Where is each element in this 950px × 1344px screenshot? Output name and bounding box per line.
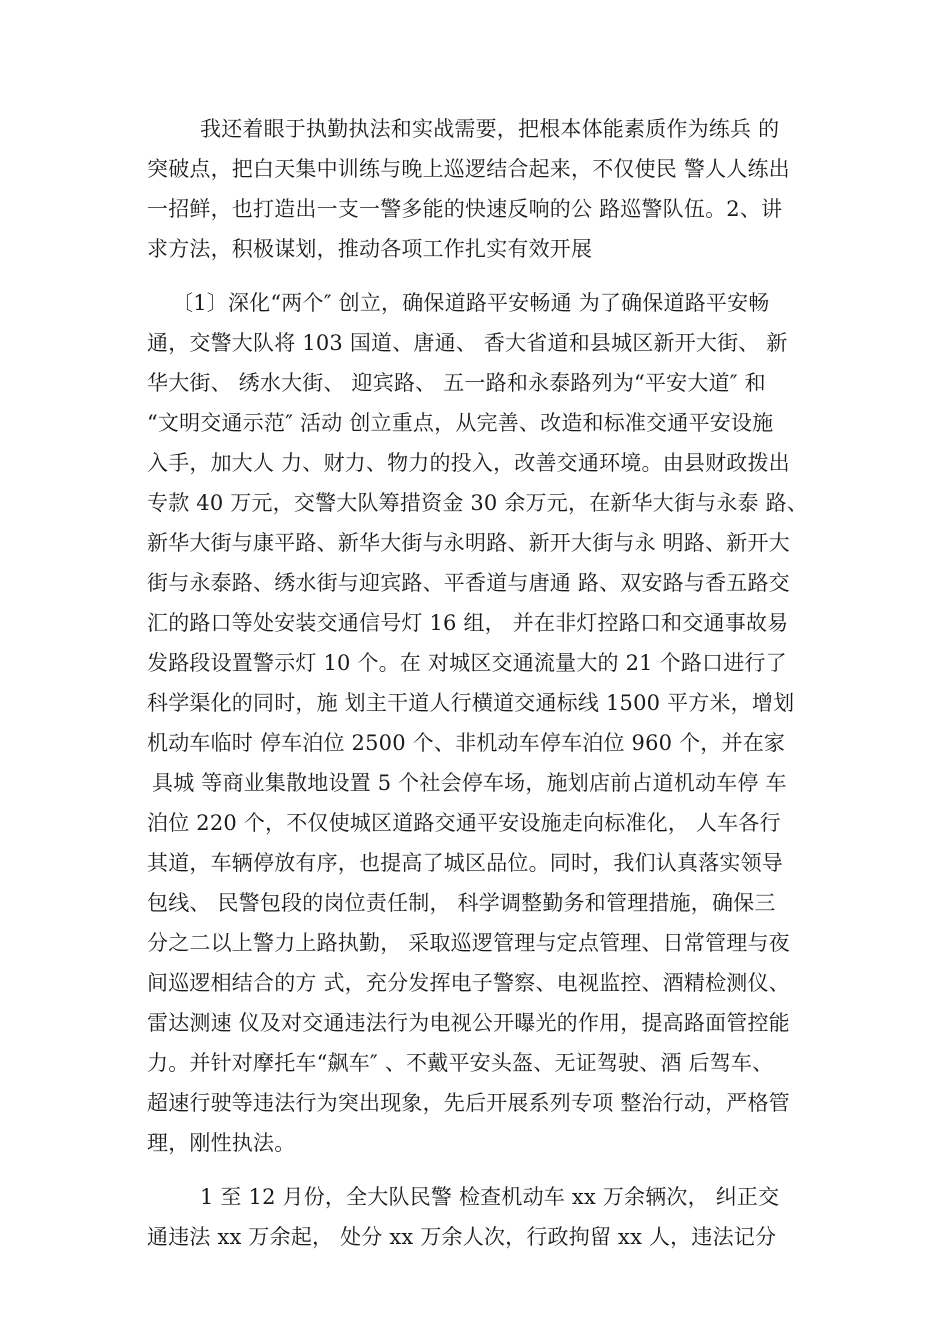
text-line: 分之二以上警力上路执勤， 采取巡逻管理与定点管理、日常管理与夜 [147,931,790,955]
text-line: 入手，加大人 力、财力、物力的投入，改善交通环境。由县财政拨出 [147,451,790,475]
text-line: 求方法，积极谋划，推动各项工作扎实有效开展 [147,237,593,261]
text-line: 通违法 xx 万余起， 处分 xx 万余人次，行政拘留 xx 人，违法记分 [147,1225,777,1249]
text-line: 机动车临时 停车泊位 2500 个、非机动车停车泊位 960 个，并在家 [147,731,786,755]
text-line: 专款 40 万元，交警大队筹措资金 30 余万元，在新华大街与永泰 路、 [147,491,809,515]
text-line: “文明交通示范″ 活动 创立重点，从完善、改造和标准交通平安设施 [147,411,774,435]
text-line: 〔1〕深化“两个″ 创立，确保道路平安畅通 为了确保道路平安畅 [172,291,770,315]
text-line: 间巡逻相结合的方 式，充分发挥电子警察、电视监控、酒精检测仪、 [147,971,790,995]
text-line: 1 至 12 月份，全大队民警 检查机动车 xx 万余辆次， 纠正交 [200,1185,780,1209]
text-line: 汇的路口等处安装交通信号灯 16 组， 并在非灯控路口和交通事故易 [147,611,789,635]
text-line: 通，交警大队将 103 国道、唐通、 香大省道和县城区新开大街、 新 [147,331,788,355]
text-line: 泊位 220 个，不仅使城区道路交通平安设施走向标准化， 人车各行 [147,811,781,835]
text-line: 包线、 民警包段的岗位责任制， 科学调整勤务和管理措施，确保三 [147,891,776,915]
text-line: 力。并针对摩托车“飙车″ 、不戴平安头盔、无证驾驶、酒 后驾车、 [147,1051,774,1075]
text-line: 新华大街与康平路、新华大街与永明路、新开大街与永 明路、新开大 [147,531,790,555]
text-line: 华大街、 绣水大街、 迎宾路、 五一路和永泰路列为“平安大道″ 和 [147,371,766,395]
text-line: 街与永泰路、绣水街与迎宾路、平香道与唐通 路、双安路与香五路交 [147,571,790,595]
text-line: 雷达测速 仪及对交通违法行为电视公开曝光的作用，提高路面管控能 [147,1011,790,1035]
text-line: 突破点，把白天集中训练与晚上巡逻结合起来，不仅使民 警人人练出 [147,157,790,181]
text-line: 一招鲜，也打造出一支一警多能的快速反响的公 路巡警队伍。2、讲 [147,197,783,221]
text-line: 具城 等商业集散地设置 5 个社会停车场，施划店前占道机动车停 车 [152,771,787,795]
text-line: 发路段设置警示灯 10 个。在 对城区交通流量大的 21 个路口进行了 [147,651,787,675]
text-line: 其道，车辆停放有序，也提高了城区品位。同时，我们认真落实领导 [147,851,783,875]
text-line: 理，刚性执法。 [147,1131,296,1155]
text-line: 超速行驶等违法行为突出现象，先后开展系列专项 整治行动，严格管 [147,1091,790,1115]
text-line: 科学渠化的同时，施 划主干道人行横道交通标线 1500 平方米，增划 [147,691,795,715]
text-line: 我还着眼于执勤执法和实战需要，把根本体能素质作为练兵 的 [200,117,780,141]
